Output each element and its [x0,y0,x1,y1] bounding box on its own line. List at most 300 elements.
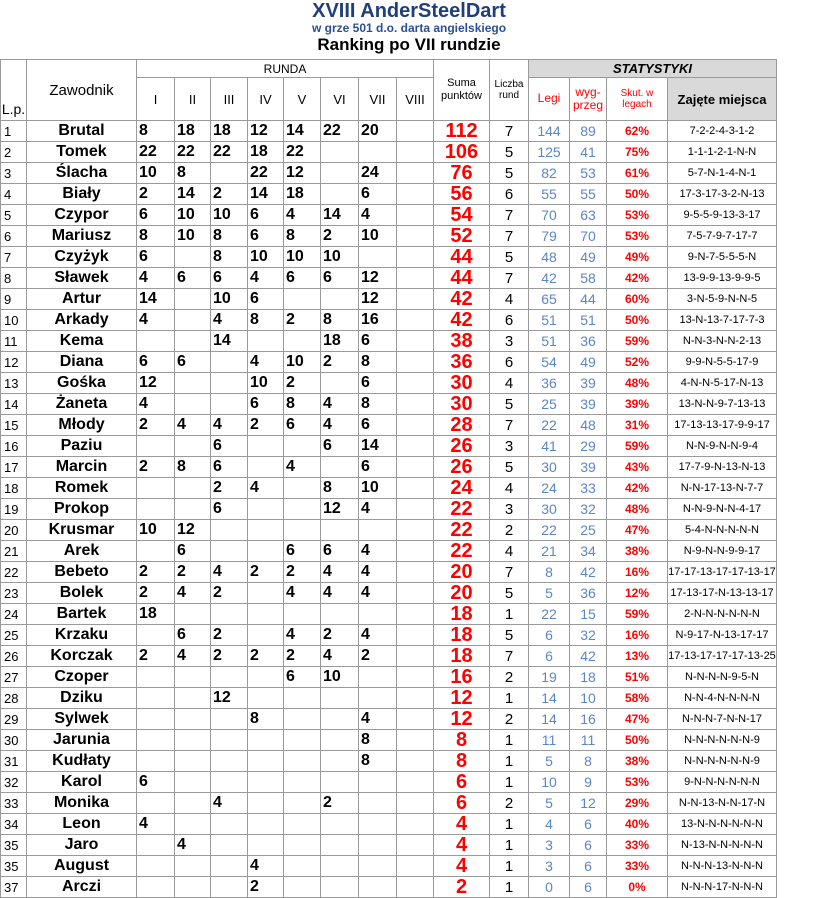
round-score: 6 [359,457,397,478]
leg-efficiency: 29% [607,793,668,814]
total-points: 42 [434,310,490,331]
round-score [397,709,434,730]
round-score [397,352,434,373]
leg-efficiency: 53% [607,205,668,226]
legs-lost: 58 [570,268,607,289]
player-name: Diana [27,352,137,373]
leg-efficiency: 52% [607,352,668,373]
round-score [284,436,321,457]
rank-cell: 33 [1,793,27,814]
rank-cell: 31 [1,751,27,772]
legs-lost: 48 [570,415,607,436]
table-row [1,457,777,478]
round-score: 6 [248,205,284,226]
rank-cell: 20 [1,520,27,541]
round-score: 10 [321,247,359,268]
places-taken: 13-N-N-N-N-N-N [668,814,777,835]
round-score [137,331,175,352]
round-score [397,856,434,877]
rank-cell: 25 [1,625,27,646]
rounds-played: 5 [490,457,529,478]
round-score: 4 [137,268,175,289]
round-score: 10 [284,247,321,268]
player-name: Ślacha [27,163,137,184]
total-points: 24 [434,478,490,499]
round-score [284,289,321,310]
round-score: 16 [359,310,397,331]
rank-cell: 29 [1,709,27,730]
places-taken: 7-2-2-4-3-1-2 [668,121,777,142]
legs-won: 70 [529,205,570,226]
round-score: 4 [137,814,175,835]
round-score: 2 [248,415,284,436]
rank-cell: 32 [1,772,27,793]
round-score: 4 [321,415,359,436]
round-score [175,499,211,520]
round-score [397,793,434,814]
round-score: 12 [175,520,211,541]
legs-won: 22 [529,520,570,541]
legs-lost: 16 [570,709,607,730]
total-points: 18 [434,604,490,625]
round-score [175,814,211,835]
places-taken: N-N-9-N-N-9-4 [668,436,777,457]
places-taken: N-N-N-N-N-N-9 [668,730,777,751]
legs-lost: 49 [570,247,607,268]
header-runda: RUNDA [137,60,434,78]
player-name: Bartek [27,604,137,625]
legs-won: 125 [529,142,570,163]
player-name: Czyżyk [27,247,137,268]
round-score: 10 [321,667,359,688]
places-taken: 4-N-N-5-17-N-13 [668,373,777,394]
table-row [1,478,777,499]
round-score: 12 [321,499,359,520]
round-score [321,289,359,310]
round-score: 4 [359,583,397,604]
player-name: Gośka [27,373,137,394]
player-name: Karol [27,772,137,793]
total-points: 44 [434,247,490,268]
legs-won: 5 [529,793,570,814]
legs-lost: 41 [570,142,607,163]
round-score [397,163,434,184]
round-score [175,667,211,688]
total-points: 22 [434,541,490,562]
round-score: 2 [284,646,321,667]
places-taken: 13-9-9-13-9-9-5 [668,268,777,289]
rounds-played: 1 [490,751,529,772]
header-wygrzeg: wyg-przeg [570,78,607,121]
rank-cell: 16 [1,436,27,457]
round-score [397,373,434,394]
leg-efficiency: 39% [607,394,668,415]
round-score: 10 [284,352,321,373]
tournament-subtitle: w grze 501 d.o. darta angielskiego [311,21,507,35]
places-taken: 13-N-13-7-17-7-3 [668,310,777,331]
round-score [284,751,321,772]
round-score: 18 [137,604,175,625]
table-row [1,436,777,457]
round-score: 2 [211,646,248,667]
player-name: Młody [27,415,137,436]
round-score [248,625,284,646]
player-name: Biały [27,184,137,205]
header-sum: Suma punktów [434,60,490,121]
table-row [1,667,777,688]
header-zajete: Zajęte miejsca [668,78,777,121]
table-row [1,142,777,163]
rounds-played: 2 [490,709,529,730]
leg-efficiency: 58% [607,688,668,709]
round-score: 2 [321,793,359,814]
round-score: 4 [175,583,211,604]
places-taken: N-9-17-N-13-17-17 [668,625,777,646]
round-score [248,604,284,625]
round-score [397,562,434,583]
round-score [321,751,359,772]
player-name: Krzaku [27,625,137,646]
table-row [1,835,777,856]
legs-won: 25 [529,394,570,415]
round-score: 8 [137,226,175,247]
player-name: August [27,856,137,877]
legs-lost: 9 [570,772,607,793]
round-score: 4 [175,835,211,856]
leg-efficiency: 31% [607,415,668,436]
round-score: 8 [359,730,397,751]
round-score: 6 [248,289,284,310]
round-score: 4 [175,415,211,436]
rounds-played: 5 [490,583,529,604]
round-score: 6 [137,205,175,226]
table-row [1,772,777,793]
player-name: Prokop [27,499,137,520]
round-score: 4 [284,205,321,226]
places-taken: 9-N-7-5-5-5-N [668,247,777,268]
places-taken: 9-9-N-5-5-17-9 [668,352,777,373]
rounds-played: 3 [490,499,529,520]
table-row [1,541,777,562]
table-row [1,226,777,247]
legs-lost: 39 [570,457,607,478]
round-score [321,772,359,793]
round-score [211,814,248,835]
round-score [248,835,284,856]
rounds-played: 5 [490,247,529,268]
round-score [137,436,175,457]
round-score: 2 [284,562,321,583]
total-points: 12 [434,709,490,730]
player-name: Sylwek [27,709,137,730]
legs-won: 48 [529,247,570,268]
legs-lost: 6 [570,835,607,856]
round-score: 4 [321,646,359,667]
round-score [397,646,434,667]
rank-cell: 10 [1,310,27,331]
round-score [397,184,434,205]
round-score: 4 [359,625,397,646]
places-taken: 17-13-17-17-17-13-25 [668,646,777,667]
round-score [284,520,321,541]
legs-won: 82 [529,163,570,184]
round-score: 6 [211,436,248,457]
leg-efficiency: 42% [607,478,668,499]
rounds-played: 4 [490,478,529,499]
round-score [211,856,248,877]
player-name: Krusmar [27,520,137,541]
rounds-played: 7 [490,205,529,226]
rounds-played: 1 [490,835,529,856]
legs-won: 24 [529,478,570,499]
round-score [211,520,248,541]
total-points: 28 [434,415,490,436]
leg-efficiency: 43% [607,457,668,478]
round-score: 2 [137,583,175,604]
rounds-played: 1 [490,604,529,625]
round-score [248,793,284,814]
places-taken: 17-7-9-N-13-N-13 [668,457,777,478]
round-score [397,205,434,226]
round-score [137,688,175,709]
leg-efficiency: 0% [607,877,668,898]
legs-lost: 6 [570,856,607,877]
round-score: 4 [321,583,359,604]
round-score [397,121,434,142]
player-name: Artur [27,289,137,310]
round-score: 6 [321,541,359,562]
tournament-title: XVIII AnderSteelDart [312,0,506,22]
round-score: 8 [175,457,211,478]
round-score [397,247,434,268]
round-score [284,814,321,835]
header-round: II [175,78,211,121]
total-points: 4 [434,856,490,877]
rank-cell: 27 [1,667,27,688]
round-score: 6 [211,457,248,478]
round-score [359,688,397,709]
rounds-played: 4 [490,373,529,394]
legs-lost: 55 [570,184,607,205]
round-score [248,520,284,541]
round-score: 12 [248,121,284,142]
round-score [397,835,434,856]
round-score [137,730,175,751]
places-taken: N-N-3-N-N-2-13 [668,331,777,352]
header-skut: Skut. w legach [607,78,668,121]
rank-cell: 5 [1,205,27,226]
round-score: 6 [284,268,321,289]
round-score: 6 [284,415,321,436]
round-score: 4 [321,562,359,583]
rank-cell: 35 [1,856,27,877]
rounds-played: 7 [490,121,529,142]
round-score [397,583,434,604]
table-row [1,625,777,646]
table-row [1,247,777,268]
round-score [359,142,397,163]
round-score: 12 [359,268,397,289]
round-score [211,835,248,856]
total-points: 26 [434,457,490,478]
legs-won: 51 [529,310,570,331]
legs-won: 10 [529,772,570,793]
legs-lost: 36 [570,331,607,352]
round-score [284,331,321,352]
table-row [1,499,777,520]
round-score: 4 [248,352,284,373]
round-score [248,457,284,478]
legs-won: 42 [529,268,570,289]
round-score: 4 [359,562,397,583]
legs-won: 6 [529,625,570,646]
round-score [175,751,211,772]
rank-cell: 7 [1,247,27,268]
round-score: 8 [359,352,397,373]
places-taken: 17-13-13-17-9-9-17 [668,415,777,436]
round-score [211,709,248,730]
player-name: Mariusz [27,226,137,247]
round-score: 14 [248,184,284,205]
player-name: Bolek [27,583,137,604]
total-points: 6 [434,772,490,793]
header-count: Liczba rund [490,60,529,121]
round-score [137,667,175,688]
total-points: 36 [434,352,490,373]
rounds-played: 7 [490,646,529,667]
round-score: 20 [359,121,397,142]
round-score [397,541,434,562]
leg-efficiency: 53% [607,772,668,793]
table-row [1,121,777,142]
total-points: 26 [434,436,490,457]
rank-cell: 8 [1,268,27,289]
round-score [321,856,359,877]
places-taken: 7-5-7-9-7-17-7 [668,226,777,247]
player-name: Arczi [27,877,137,898]
legs-lost: 34 [570,541,607,562]
legs-won: 4 [529,814,570,835]
round-score [359,856,397,877]
round-score [175,478,211,499]
leg-efficiency: 33% [607,856,668,877]
round-score [397,226,434,247]
round-score [359,772,397,793]
rank-cell: 13 [1,373,27,394]
round-score: 6 [248,394,284,415]
round-score [397,415,434,436]
total-points: 44 [434,268,490,289]
round-score: 8 [321,478,359,499]
round-score: 18 [211,121,248,142]
legs-lost: 44 [570,289,607,310]
round-score: 2 [137,457,175,478]
round-score: 4 [359,205,397,226]
round-score: 6 [175,541,211,562]
round-score: 4 [248,268,284,289]
player-name: Tomek [27,142,137,163]
legs-lost: 39 [570,373,607,394]
round-score: 4 [211,310,248,331]
round-score [284,856,321,877]
rounds-played: 2 [490,793,529,814]
rounds-played: 1 [490,856,529,877]
rounds-played: 1 [490,814,529,835]
round-score [248,331,284,352]
legs-won: 6 [529,646,570,667]
round-score: 6 [211,268,248,289]
table-row [1,751,777,772]
legs-lost: 32 [570,625,607,646]
round-score: 10 [248,373,284,394]
legs-won: 3 [529,856,570,877]
round-score: 6 [137,247,175,268]
legs-lost: 29 [570,436,607,457]
legs-won: 144 [529,121,570,142]
rounds-played: 4 [490,541,529,562]
round-score [397,310,434,331]
rank-cell: 14 [1,394,27,415]
player-name: Leon [27,814,137,835]
header-legi: Legi [529,78,570,121]
legs-won: 5 [529,583,570,604]
rank-cell: 3 [1,163,27,184]
round-score: 2 [284,310,321,331]
rank-cell: 26 [1,646,27,667]
round-score [284,688,321,709]
rounds-played: 1 [490,772,529,793]
rounds-played: 1 [490,877,529,898]
round-score [175,247,211,268]
round-score [175,310,211,331]
ranking-heading: Ranking po VII rundzie [317,35,501,54]
legs-won: 14 [529,709,570,730]
rounds-played: 2 [490,520,529,541]
places-taken: N-N-17-13-N-7-7 [668,478,777,499]
table-row [1,394,777,415]
total-points: 12 [434,688,490,709]
round-score [175,730,211,751]
round-score [175,709,211,730]
round-score [211,751,248,772]
round-score: 8 [248,709,284,730]
leg-efficiency: 61% [607,163,668,184]
round-score [321,142,359,163]
round-score: 10 [359,226,397,247]
round-score [211,163,248,184]
round-score: 8 [137,121,175,142]
round-score: 2 [211,583,248,604]
round-score: 14 [284,121,321,142]
round-score [359,247,397,268]
round-score: 2 [321,226,359,247]
round-score: 4 [211,793,248,814]
total-points: 8 [434,751,490,772]
round-score: 2 [359,646,397,667]
round-score [211,730,248,751]
player-name: Kudłaty [27,751,137,772]
round-score: 6 [321,268,359,289]
total-points: 22 [434,520,490,541]
total-points: 2 [434,877,490,898]
rounds-played: 6 [490,310,529,331]
round-score [397,751,434,772]
total-points: 112 [434,121,490,142]
rank-cell: 28 [1,688,27,709]
total-points: 106 [434,142,490,163]
round-score: 10 [211,205,248,226]
legs-lost: 39 [570,394,607,415]
